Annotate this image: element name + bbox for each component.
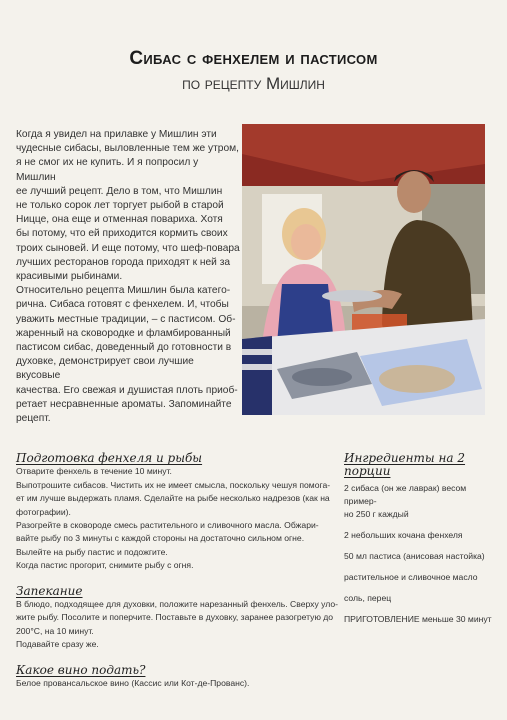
market-photo (242, 124, 485, 415)
wine-line: Белое провансальское вино (Кассис или Кот-де-Прованс). (16, 678, 250, 689)
intro-line: качества. Его свежая и душистая плоть приоб- (16, 384, 238, 396)
prep-line: Разогрейте в сковороде смесь растительного и сливочного масла. Обжари- (16, 520, 319, 531)
intro-line: ретает несравненные ароматы. Запоминайте (16, 398, 232, 410)
intro-line: не только сорок лет торгует рыбой в старой (16, 200, 224, 212)
bake-line: Подавайте сразу же. (16, 639, 99, 650)
method-column (16, 451, 338, 703)
wine-section (16, 664, 334, 691)
ingredient-item: растительное и сливочное масло (344, 572, 478, 582)
intro-line: лучших ресторанов города приходят к ней за (16, 256, 231, 268)
intro-line: рична. Сибаса готовят с фенхелем. И, чтобы (16, 299, 229, 311)
intro-line: красивыми рыбинами. (16, 271, 123, 283)
ingredient-item: соль, перец (344, 593, 392, 603)
intro-line: Когда я увидел на прилавке у Мишлин эти (16, 129, 217, 140)
ingredient-item: 2 небольших кочана фенхеля (344, 530, 463, 540)
bake-line: жите рыбу. Посолите и поперчите. Поставьте в духовку, заранее разогретую до (16, 612, 334, 623)
ingredients-title: Ингредиенты на 2 порции (344, 451, 466, 478)
bake-line: В блюдо, подходящее для духовки, положите нарезанный фенхель. Сверху уло- (16, 599, 338, 610)
prep-line: вайте рыбу по 3 минуты с каждой стороны на достаточно сильном огне. (16, 533, 305, 544)
ingredient-item: 50 мл пастиса (анисовая настойка) (344, 551, 485, 561)
intro-line: троих сыновей. И еще потому, что шеф-повара (16, 242, 240, 254)
intro-paragraph-2 (16, 284, 240, 426)
page-subtitle: по рецепту Мишлин (182, 74, 325, 93)
intro-line: чудесные сибасы, выловленные тем же утром, (16, 143, 239, 155)
prep-line: Когда пастис прогорит, снимите рыбу с огня. (16, 560, 194, 571)
intro-line: я не смог их не купить. И я попросил у Мишлин (16, 157, 199, 183)
intro-line: Ницце, она еще и отменная повариха. Хотя (16, 214, 223, 226)
prep-section-title: Подготовка фенхеля и рыбы (16, 451, 203, 465)
intro-line: ее лучший рецепт. Дело в том, что Мишлин (16, 185, 223, 197)
page-title: Сибас с фенхелем и пастисом (129, 48, 378, 69)
bake-section (16, 583, 338, 652)
intro-line: рецепт. (16, 413, 51, 425)
bake-line: 200°С, на 10 минут. (16, 625, 94, 636)
bake-section-title: Запекание (16, 583, 83, 598)
intro-text (16, 128, 240, 426)
intro-line: уважить местные традиции, – с пастисом. Об- (16, 313, 236, 325)
prep-section (16, 452, 334, 573)
market-photo-illustration (242, 124, 485, 415)
prep-time: ПРИГОТОВЛЕНИЕ меньше 30 минут (344, 614, 492, 624)
intro-paragraph-1 (16, 128, 240, 284)
ingredient-item: 2 сибаса (он же лаврак) весом пример- но 250 г каждый (344, 483, 467, 519)
wine-section-title: Какое вино подать? (16, 662, 146, 677)
intro-line: жаренный на сковородке и фламбированный (16, 327, 231, 339)
prep-line: ет им лучше выдержать пламя. Сделайте на рыбе несколько надрезов (как на (16, 493, 330, 504)
prep-line: Выпотрошите сибасов. Чистить их не имеет смысла, поскольку чешуя помога- (16, 479, 331, 490)
ingredients-column (344, 452, 494, 626)
prep-line: Отварите фенхель в течение 10 минут. (16, 466, 172, 477)
prep-line: фотографии). (16, 506, 71, 517)
intro-line: пастисом сибас, доведенный до готовности в (16, 342, 232, 354)
ingredients-list (344, 482, 494, 605)
intro-line: Относительно рецепта Мишлин была катего- (16, 285, 231, 297)
intro-line: духовке, демонстрирует свои лучшие вкусовые (16, 356, 194, 382)
prep-line: Вылейте на рыбу пастис и подожгите. (16, 546, 168, 557)
intro-line: бы потому, что ей приходится кормить своих (16, 228, 228, 240)
